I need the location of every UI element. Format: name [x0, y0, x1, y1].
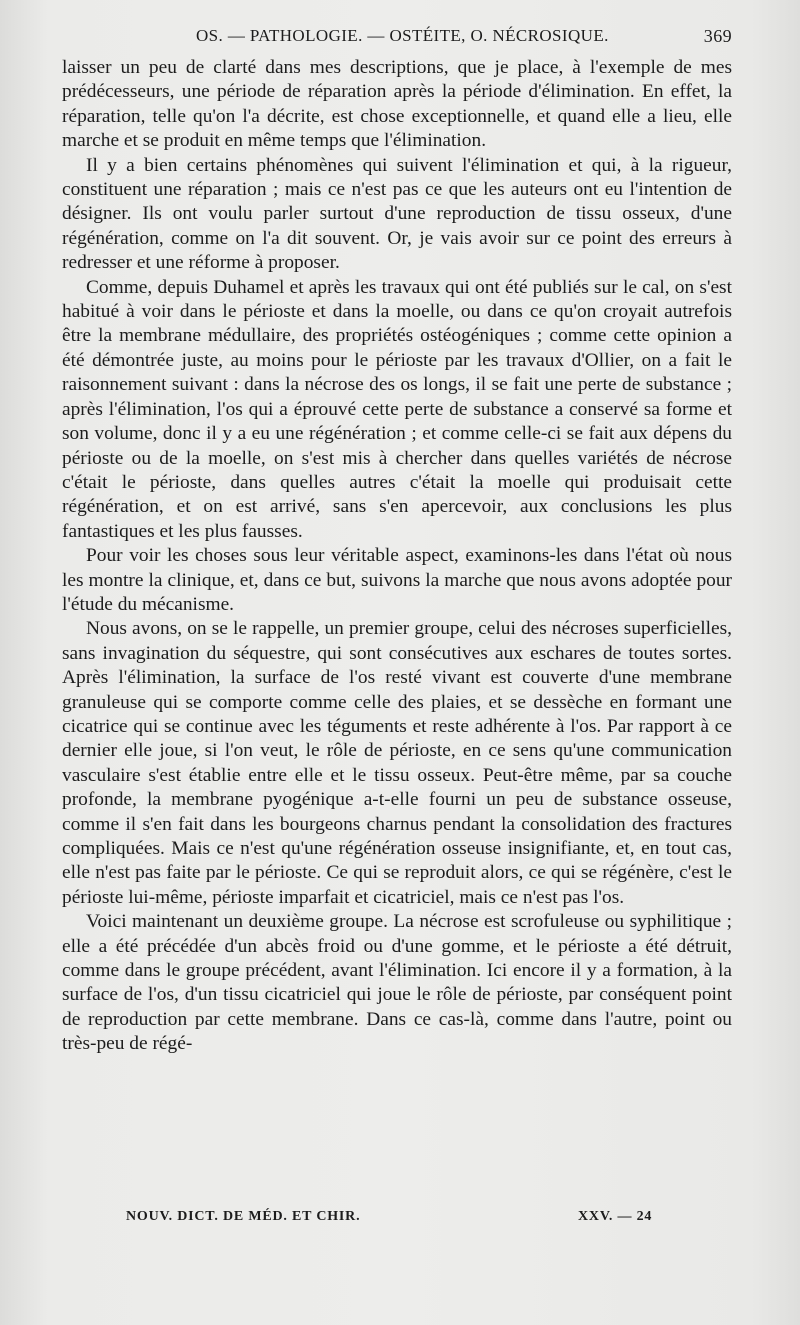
- running-title: OS. — PATHOLOGIE. — OSTÉITE, O. NÉCROSIQUE.: [196, 26, 609, 45]
- running-header: [62, 26, 732, 52]
- paragraph: Il y a bien certains phénomènes qui suivent l'élimination et qui, à la rigueur, constituent une réparation ; mais ce n'est pas ce que les auteurs ont eu l'intention de désigner. Ils ont voulu parler surtout d'une reproduction de tissu osseux, d'une régénération, comme on l'a dit souvent. Or, je vais avoir sur ce point des erreurs à redresser et une réforme à proposer.: [62, 154, 732, 274]
- paragraph: Voici maintenant un deuxième groupe. La nécrose est scrofuleuse ou syphilitique ; elle a été précédée d'un abcès froid ou d'une gomme, et le périoste a été détruit, comme dans le groupe précédent, avant l'élimination. Ici encore il y a formation, à la surface de l'os, d'un tissu cicatriciel qui joue le rôle de périoste, par conséquent point de reproduction par cette membrane. Dans ce cas-là, comme dans l'autre, point ou très-peu de régé-: [62, 911, 732, 1055]
- page-number: 369: [703, 26, 732, 46]
- body-text: [62, 56, 732, 1057]
- volume-sheet-number: XXV. — 24: [578, 1209, 653, 1224]
- paragraph: Comme, depuis Duhamel et après les travaux qui ont été publiés sur le cal, on s'est habitué à voir dans le périoste et dans la moelle, ou dans ce qu'on croyait autrefois être la membrane médullaire, des propriétés ostéogéniques ; comme cette opinion a été démontrée juste, au moins pour le périoste par les travaux d'Ollier, on a fait le raisonnement suivant : dans la nécrose des os longs, il se fait une perte de substance ; après l'élimination, l'os qui a éprouvé cette perte de substance a conservé sa forme et son volume, donc il y a eu une régénération ; et comme celle-ci se fait aux dépens du périoste ou de la moelle, on s'est mis à chercher dans quelles variétés de nécrose c'était le périoste, dans quelles autres c'était la moelle qui produisait cette régénération, et on est arrivé, sans s'en apercevoir, aux conclusions les plus fantastiques et les plus fausses.: [62, 276, 732, 542]
- signature-line: [126, 1209, 676, 1231]
- paragraph: Nous avons, on se le rappelle, un premier groupe, celui des nécroses superficielles, sans invagination du séquestre, qui sont consécutives aux eschares de toutes sortes. Après l'élimination, la surface de l'os resté vivant est couverte d'une membrane granuleuse qui se comporte comme celle des plaies, et se dessèche en formant une cicatrice qui se continue avec les téguments et reste adhérente à l'os. Par rapport à ce dernier elle joue, si l'on veut, le rôle de périoste, en ce sens qu'une communication vasculaire s'est établie entre elle et le tissu osseux. Peut-être même, par sa couche profonde, la membrane pyogénique a-t-elle fourni un peu de substance osseuse, comme il s'en fait dans les bourgeons charnus pendant la consolidation des fractures compliquées. Mais ce n'est qu'une régénération osseuse insignifiante, et, en tout cas, elle n'est pas faite par le périoste. Ce qui se reproduit alors, ce qui se régénère, c'est le périoste lui-même, périoste imparfait et cicatriciel, mais ce n'est pas l'os.: [62, 618, 732, 908]
- paragraph-continued: laisser un peu de clarté dans mes descriptions, que je place, à l'exemple de mes prédécesseurs, une période de réparation après la période d'élimination. En effet, la réparation, telle qu'on l'a décrite, est chose exceptionnelle, et quand elle a lieu, elle marche et se produit en même temps que l'élimination.: [62, 57, 732, 152]
- signature-mark: NOUV. DICT. DE MÉD. ET CHIR.: [126, 1209, 361, 1224]
- paragraph: Pour voir les choses sous leur véritable aspect, examinons-les dans l'état où nous les montre la clinique, et, dans ce but, suivons la marche que nous avons adoptée pour l'étude du mécanisme.: [62, 545, 732, 615]
